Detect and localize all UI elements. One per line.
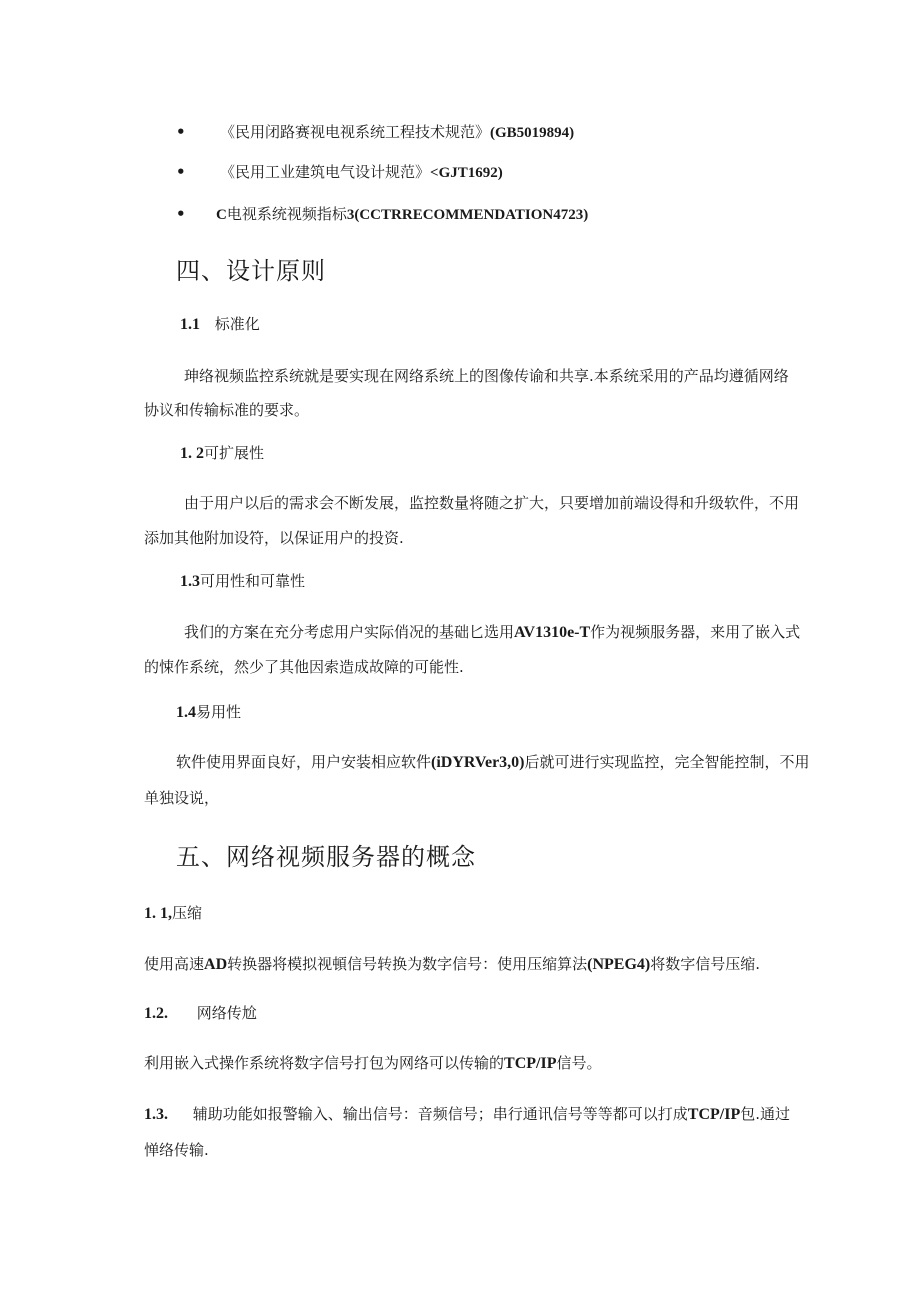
paragraph-4-2-line-1: 由于用户以后的需求会不断发展，监控数量将随之扩大，只要增加前端设得和升级软件，不用 bbox=[184, 494, 800, 512]
subsection-label: 网络传尬 bbox=[196, 1004, 257, 1022]
paragraph-4-2-line-2: 添加其他附加设符，以保证用户的投资. bbox=[144, 529, 404, 547]
text-run: 作为视频服务器，来用了嵌入式 bbox=[590, 623, 801, 641]
text-run: 利用嵌入式操作系统将数字信号打包为网络可以传输的 bbox=[144, 1054, 505, 1072]
reference-code: (GB5019894) bbox=[490, 125, 575, 141]
text-run: 包.通过 bbox=[740, 1105, 791, 1123]
subsection-number: 1.3. bbox=[144, 1106, 168, 1123]
bullet-icon: • bbox=[176, 205, 186, 223]
term-code: TCP/IP bbox=[687, 1106, 741, 1123]
subsection-number: 1.2. bbox=[144, 1005, 168, 1022]
paragraph-4-1-line-1: 珅络视频监控系统就是要实现在网络系统上的图像传谕和共享.本系统采用的产品均遵循网络 bbox=[184, 367, 789, 385]
subsection-4-1-heading bbox=[180, 314, 260, 335]
subsection-number: 1.3 bbox=[180, 573, 200, 590]
subsection-number: 1.1 bbox=[180, 316, 200, 333]
section-5-heading: 五、网络视频服务器的概念 bbox=[176, 843, 476, 871]
term-code: (NPEG4) bbox=[587, 956, 651, 973]
subsection-label: 易用性 bbox=[196, 703, 242, 721]
bullet-icon: • bbox=[176, 163, 186, 181]
reference-code: <GJT1692) bbox=[430, 165, 503, 181]
paragraph-4-3-line-2: 的悚作系统，然少了其他因索造成故障的可能性. bbox=[144, 658, 464, 676]
paragraph-5-3-line-1 bbox=[144, 1104, 790, 1125]
text-run: 将数字信号压缩. bbox=[650, 955, 761, 973]
text-run: 后就可进行实现监控，完全智能控制，不用 bbox=[524, 753, 810, 771]
subsection-4-4-heading bbox=[176, 702, 241, 723]
text-run: 使用高速 bbox=[144, 955, 205, 973]
paragraph-5-3-line-2: 惮络传输. bbox=[144, 1141, 209, 1159]
paragraph-4-3-line-1 bbox=[184, 622, 800, 643]
subsection-label: 可扩展性 bbox=[204, 444, 265, 462]
subsection-number: 1. 1, bbox=[144, 905, 172, 922]
term-code: AD bbox=[204, 956, 228, 973]
text-run: 辅助功能如报警输入、输出信号：音频信号；串行通讯信号等等都可以打成 bbox=[192, 1105, 688, 1123]
paragraph-4-4-line-2: 单独设说， bbox=[144, 789, 220, 807]
reference-lead: C bbox=[216, 207, 227, 223]
subsection-number: 1.4 bbox=[176, 704, 196, 721]
reference-title: 电视系统视频指标 bbox=[226, 205, 347, 223]
paragraph-4-1-line-2: 协议和传输标准的要求。 bbox=[144, 401, 310, 419]
reference-title: 《民用闭路赛视电视系统工程技术规范》 bbox=[220, 123, 491, 141]
subsection-5-1-heading bbox=[144, 903, 202, 924]
text-run: 转换器将模拟视頓信号转换为数字信号：使用压缩算法 bbox=[227, 955, 588, 973]
reference-code: 3(CCTRRECOMMENDATION4723) bbox=[346, 207, 589, 223]
subsection-label: 压缩 bbox=[172, 904, 203, 922]
text-run: 软件使用界面良好，用户安装相应软件 bbox=[176, 753, 432, 771]
paragraph-5-1 bbox=[144, 954, 760, 975]
subsection-4-3-heading bbox=[180, 571, 305, 592]
bullet-icon: • bbox=[176, 123, 186, 141]
subsection-label: 标准化 bbox=[214, 315, 260, 333]
product-code: AV1310e-T bbox=[514, 624, 591, 641]
software-version: (iDYRVer3,0) bbox=[431, 754, 525, 771]
text-run: 信号。 bbox=[556, 1054, 602, 1072]
reference-title: 《民用工业建筑电气设计规范》 bbox=[220, 163, 431, 181]
term-code: TCP/IP bbox=[504, 1055, 557, 1072]
paragraph-4-4-line-1 bbox=[176, 752, 810, 773]
section-4-heading: 四、设计原则 bbox=[176, 257, 326, 285]
paragraph-5-2 bbox=[144, 1053, 601, 1074]
subsection-label: 可用性和可靠性 bbox=[200, 572, 306, 590]
subsection-number: 1. 2 bbox=[180, 445, 204, 462]
subsection-5-2-heading bbox=[144, 1003, 257, 1024]
subsection-4-2-heading bbox=[180, 443, 264, 464]
text-run: 我们的方案在充分考虑用户实际俏况的基础匕选用 bbox=[184, 623, 515, 641]
